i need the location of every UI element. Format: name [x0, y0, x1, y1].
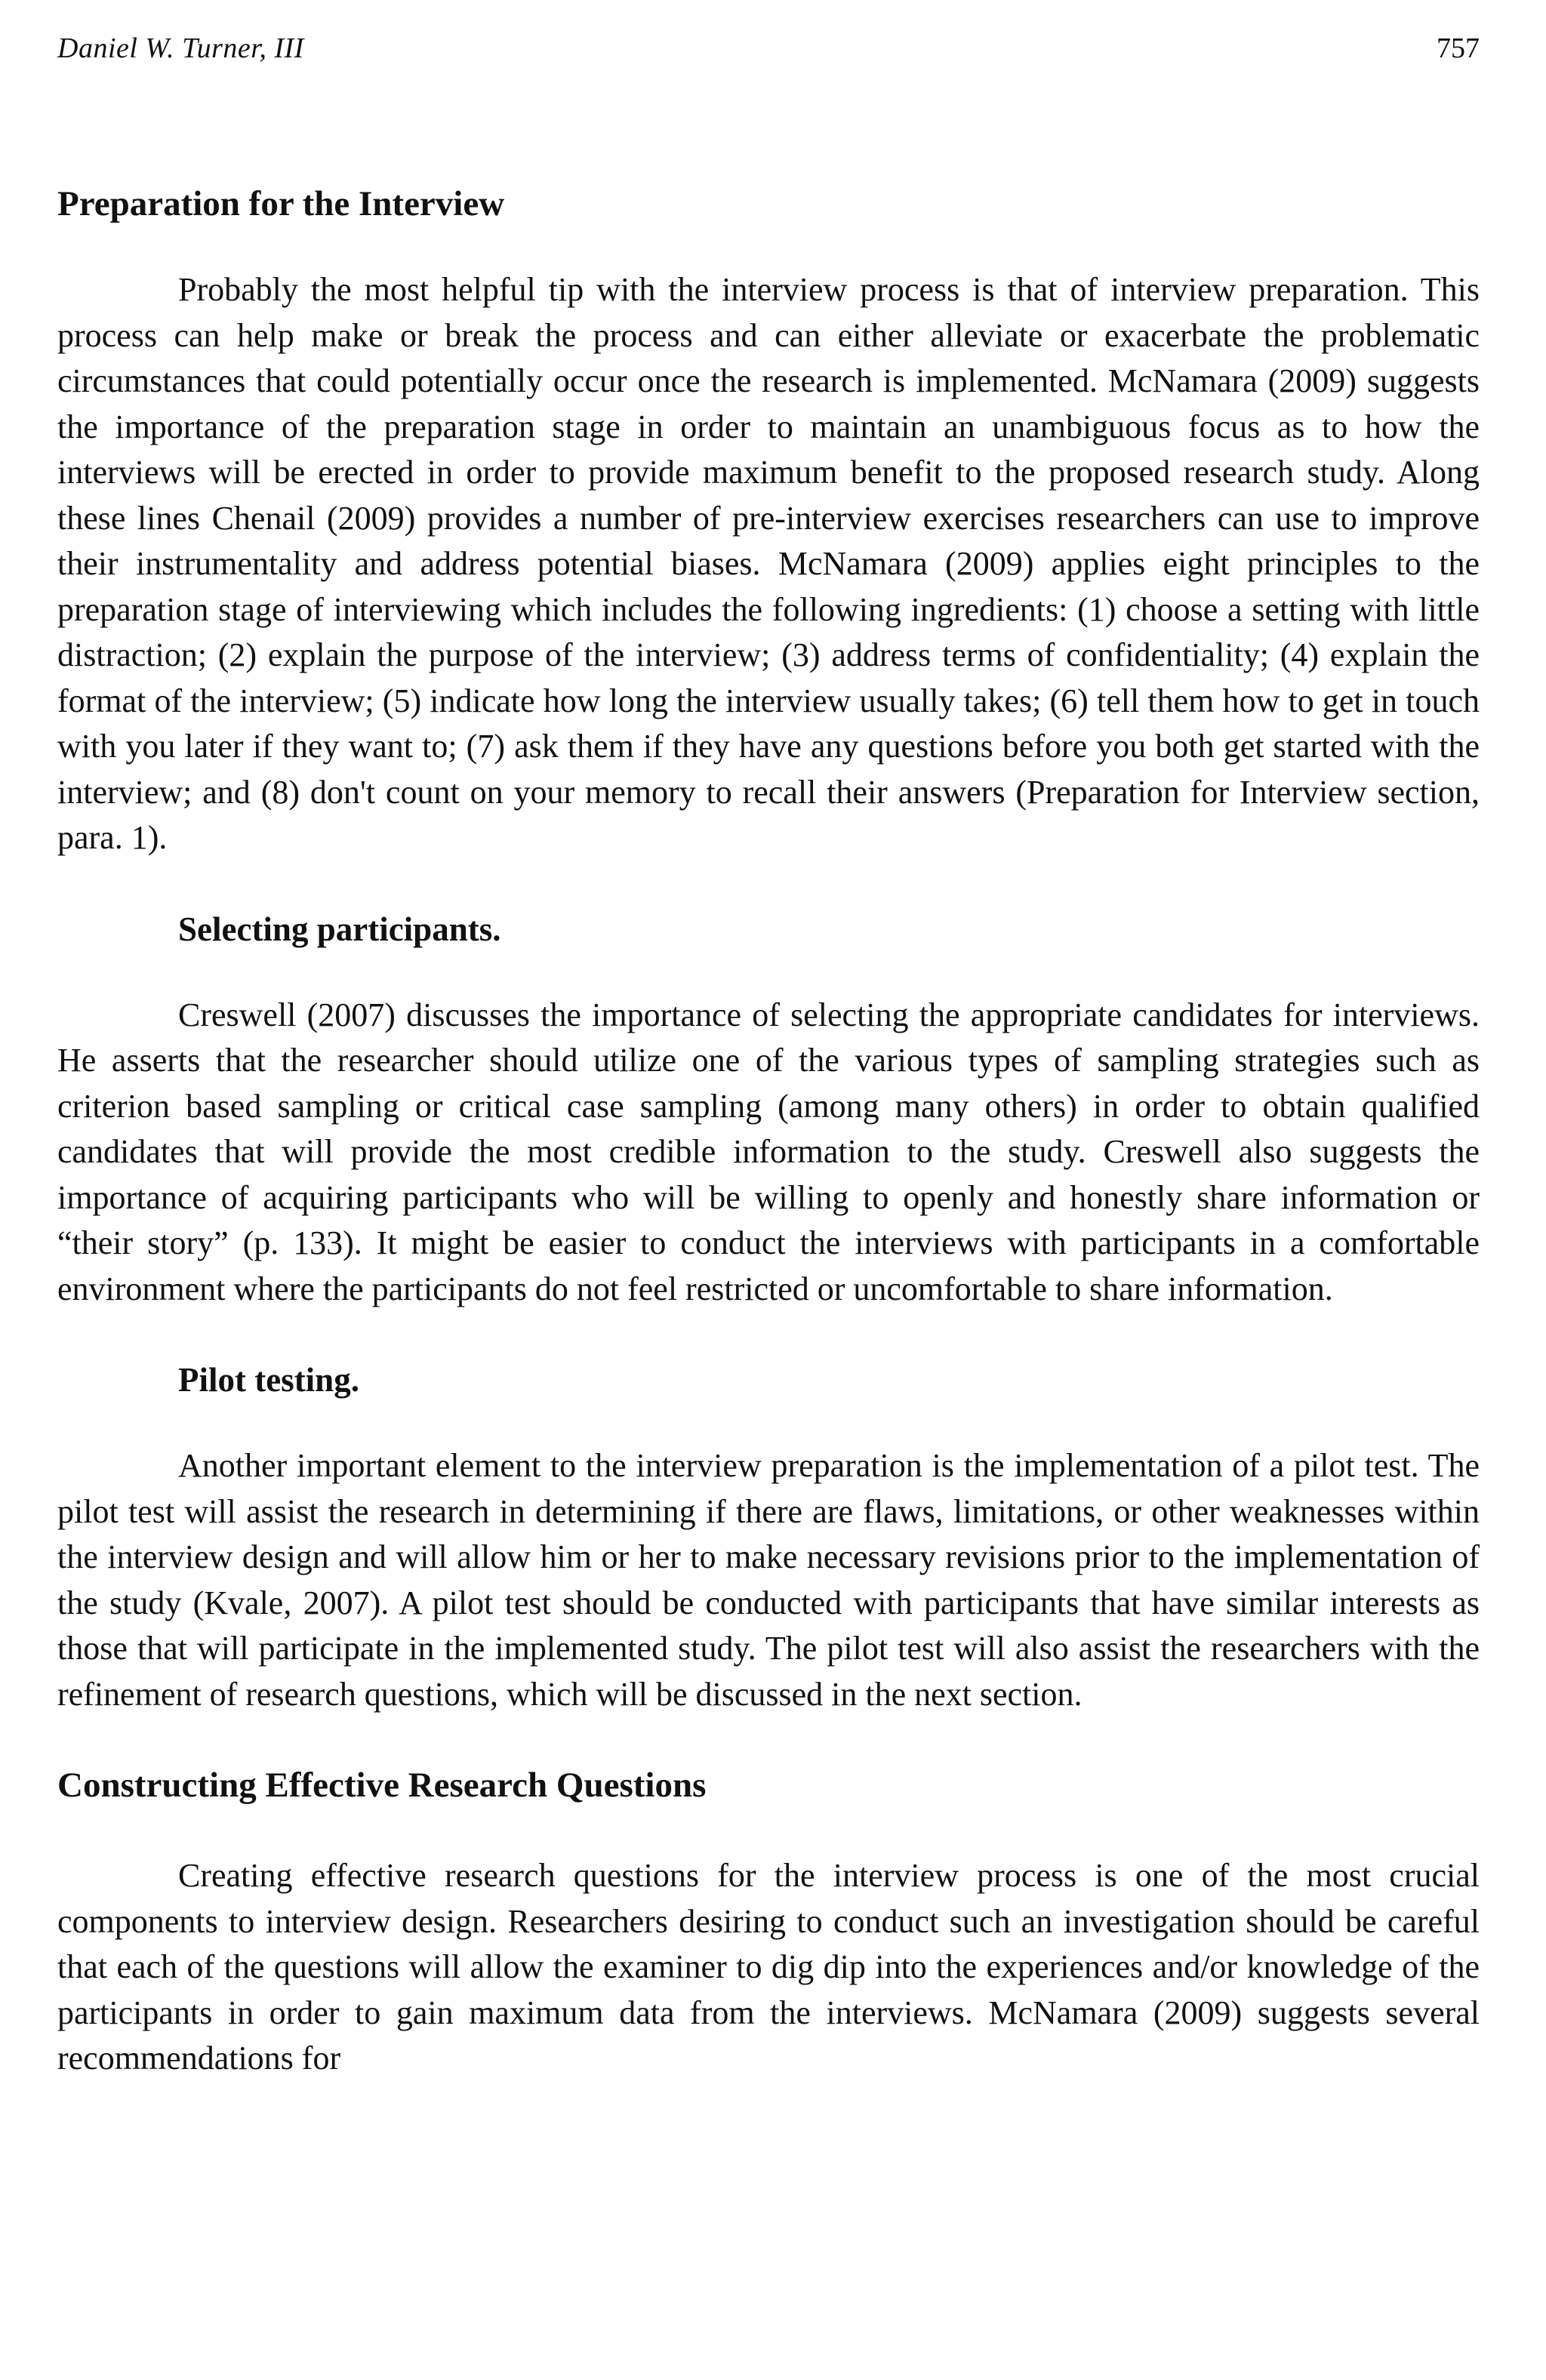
paragraph-preparation: Probably the most helpful tip with the interview process is that of interview preparation. This process can help make or break the process and can either alleviate or exacerbate the problematic circumstances that could potentially occur once the research is implemented. McNamara (2009) suggests the importance of the preparation stage in order to maintain an unambiguous focus as to how the interviews will be erected in order to provide maximum benefit to the proposed research study. Along these lines Chenail (2009) provides a number of pre-interview exercises researchers can use to improve their instrumentality and address potential biases. McNamara (2009) applies eight principles to the preparation stage of interviewing which includes the following ingredients: (1) choose a setting with little distraction; (2) explain the purpose of the interview; (3) address terms of confidentiality; (4) explain the format of the interview; (5) indicate how long the interview usually takes; (6) tell them how to get in touch with you later if they want to; (7) ask them if they have any questions before you both get started with the interview; and (8) don't count on your memory to recall their answers (Preparation for Interview section, para. 1).: [57, 271, 1480, 856]
section-heading-constructing-questions: Constructing Effective Research Questions: [57, 1766, 707, 1805]
running-head-author: Daniel W. Turner, III: [57, 32, 304, 64]
running-head: [57, 32, 1480, 77]
subheading-selecting-participants: Selecting participants.: [178, 910, 501, 948]
paragraph-constructing-questions: Creating effective research questions for the interview process is one of the most crucial components to interview design. Researchers desiring to conduct such an investigation should be careful that each of the questions will allow the examiner to dig dip into the experiences and/or knowledge of the participants in order to gain maximum data from the interviews. McNamara (2009) suggests several recommendations for: [57, 1857, 1480, 2077]
section-heading-preparation: Preparation for the Interview: [57, 184, 505, 223]
page-body: [57, 181, 1480, 2082]
subheading-pilot-testing: Pilot testing.: [178, 1361, 359, 1399]
page-number: 757: [1437, 32, 1480, 64]
paragraph-pilot-testing: Another important element to the interview preparation is the implementation of a pilot test. The pilot test will assist the research in determining if there are flaws, limitations, or other weaknesses within the interview design and will allow him or her to make necessary revisions prior to the implementation of the study (Kvale, 2007). A pilot test should be conducted with participants that have similar interests as those that will participate in the implemented study. The pilot test will also assist the researchers with the refinement of research questions, which will be discussed in the next section.: [57, 1447, 1480, 1713]
paragraph-selecting-participants: Creswell (2007) discusses the importance of selecting the appropriate candidates for interviews. He asserts that the researcher should utilize one of the various types of sampling strategies such as criterion based sampling or critical case sampling (among many others) in order to obtain qualified candidates that will provide the most credible information to the study. Creswell also suggests the importance of acquiring participants who will be willing to openly and honestly share information or “their story” (p. 133). It might be easier to conduct the interviews with participants in a comfortable environment where the participants do not feel restricted or uncomfortable to share information.: [57, 996, 1480, 1307]
